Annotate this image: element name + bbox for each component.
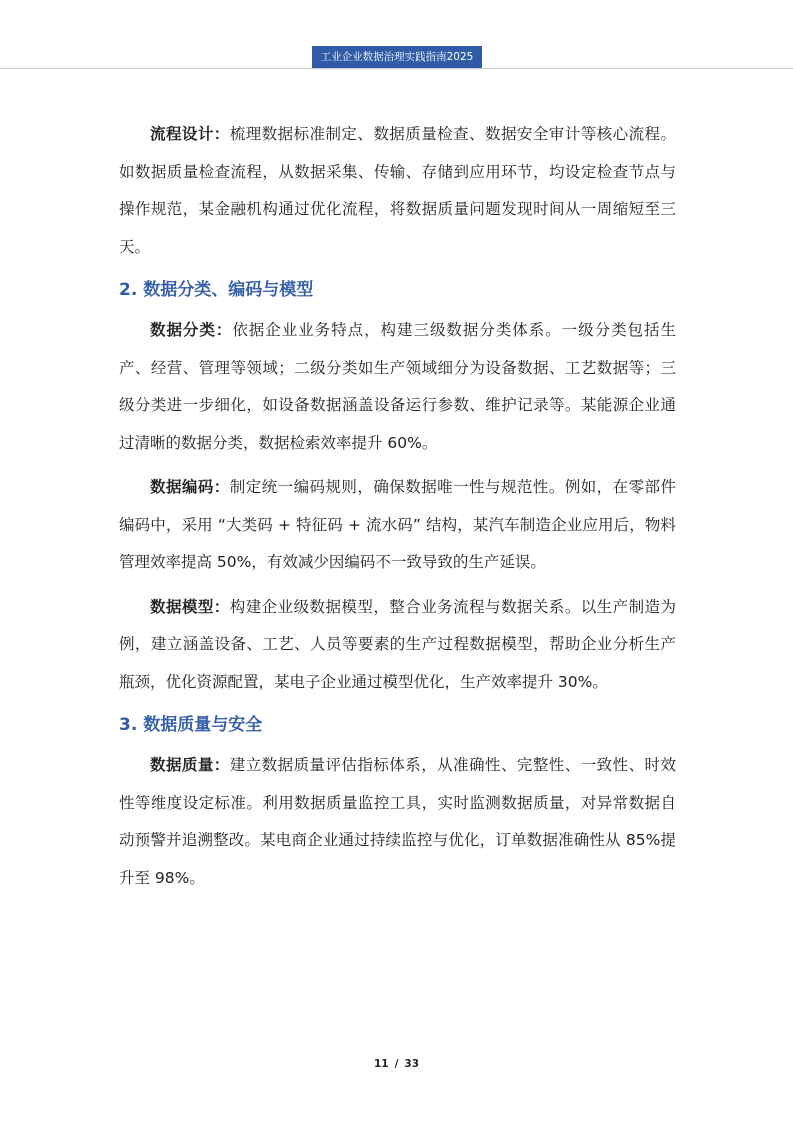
paragraph-text: 建立数据质量评估指标体系，从准确性、完整性、一致性、时效性等维度设定标准。利用数据质量监控工具，实时监测数据质量，对异常数据自动预警并追溯整改。某电商企业通过持续监控与优化，订单数据准确性从 85%提升至 98%。 <box>119 756 676 887</box>
page-number <box>0 1058 793 1070</box>
running-header: 工业企业数据治理实践指南2025 <box>312 46 482 68</box>
page-body <box>119 116 676 904</box>
paragraph-text: 梳理数据标准制定、数据质量检查、数据安全审计等核心流程。如数据质量检查流程，从数据采集、传输、存储到应用环节，均设定检查节点与操作规范，某金融机构通过优化流程，将数据质量问题发现时间从一周缩短至三天。 <box>119 125 676 256</box>
paragraph-lead: 数据分类： <box>150 321 233 339</box>
total-page-count: 33 <box>404 1058 420 1070</box>
paragraph-process-design <box>119 116 676 266</box>
paragraph-text: 依据企业业务特点，构建三级数据分类体系。一级分类包括生产、经营、管理等领域；二级分类如生产领域细分为设备数据、工艺数据等；三级分类进一步细化，如设备数据涵盖设备运行参数、维护记录等。某能源企业通过清晰的数据分类，数据检索效率提升 60%。 <box>119 321 676 452</box>
header-divider <box>0 68 793 69</box>
paragraph-lead: 数据模型： <box>150 597 230 616</box>
paragraph-text: 制定统一编码规则，确保数据唯一性与规范性。例如，在零部件编码中，采用 “大类码 + 特征码 + 流水码” 结构，某汽车制造企业应用后，物料管理效率提高 50%，有效减少因编码不一致导致的生产延误。 <box>119 478 676 571</box>
paragraph-data-model <box>119 589 676 702</box>
paragraph-data-quality <box>119 747 676 897</box>
paragraph-lead: 数据编码： <box>150 478 230 496</box>
paragraph-lead: 数据质量： <box>150 756 230 774</box>
paragraph-text: 构建企业级数据模型，整合业务流程与数据关系。以生产制造为例，建立涵盖设备、工艺、人员等要素的生产过程数据模型，帮助企业分析生产瓶颈，优化资源配置，某电子企业通过模型优化，生产效率提升 30%。 <box>119 597 676 691</box>
section-heading-classification: 2. 数据分类、编码与模型 <box>119 280 314 300</box>
paragraph-lead: 流程设计： <box>150 125 230 143</box>
current-page-number: 11 <box>373 1058 389 1070</box>
paragraph-data-classification <box>119 312 676 462</box>
paragraph-data-encoding <box>119 469 676 582</box>
page-separator: / <box>394 1058 399 1070</box>
section-heading-quality-security: 3. 数据质量与安全 <box>119 715 263 735</box>
